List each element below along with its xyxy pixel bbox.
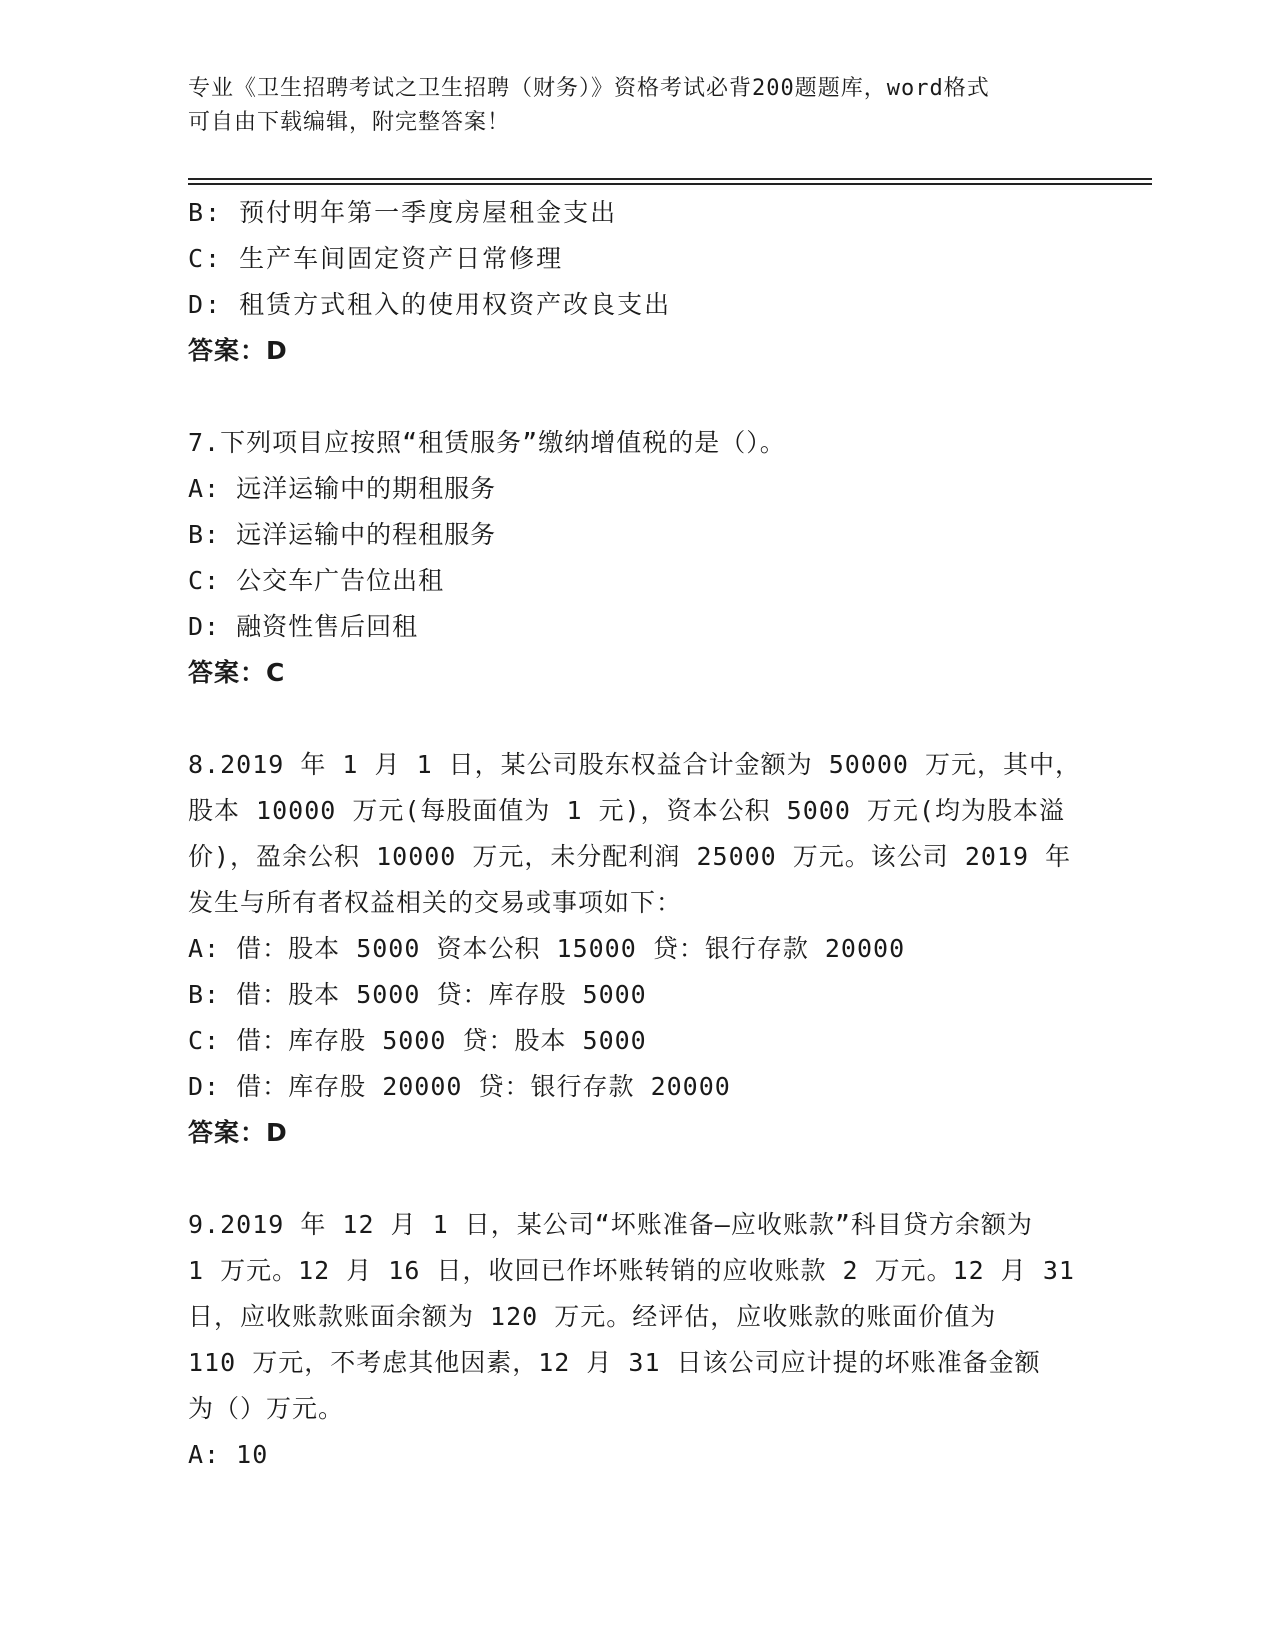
q6-option-d: D: 租赁方式租入的使用权资产改良支出 xyxy=(188,290,672,319)
q9-question-line: 1 万元。12 月 16 日，收回已作坏账转销的应收账款 2 万元。12 月 31 xyxy=(188,1256,1075,1285)
q6-option-b: B: 预付明年第一季度房屋租金支出 xyxy=(188,198,618,227)
header-line-1: 专业《卫生招聘考试之卫生招聘（财务）》资格考试必背200题题库，word格式 xyxy=(188,76,990,101)
question-6-block xyxy=(188,190,1088,374)
question-9-block xyxy=(188,1202,1088,1478)
header-divider-top xyxy=(188,178,1152,180)
spacer xyxy=(188,696,1088,742)
q8-answer: 答案：D xyxy=(188,1118,288,1147)
question-8-block xyxy=(188,742,1088,1156)
q8-question-line: 股本 10000 万元(每股面值为 1 元)，资本公积 5000 万元(均为股本溢 xyxy=(188,796,1065,825)
q6-answer: 答案：D xyxy=(188,336,288,365)
header-line-2: 可自由下载编辑，附完整答案！ xyxy=(188,110,511,135)
q9-question-line: 110 万元，不考虑其他因素，12 月 31 日该公司应计提的坏账准备金额 xyxy=(188,1348,1041,1377)
q8-question-line: 发生与所有者权益相关的交易或事项如下： xyxy=(188,888,683,917)
q7-option-c: C: 公交车广告位出租 xyxy=(188,566,445,595)
q8-question-line: 8.2019 年 1 月 1 日，某公司股东权益合计金额为 50000 万元，其中， xyxy=(188,750,1082,779)
q7-option-a: A: 远洋运输中的期租服务 xyxy=(188,474,497,503)
page-header xyxy=(188,72,1068,140)
spacer xyxy=(188,374,1088,420)
q7-question: 7.下列项目应按照“租赁服务”缴纳增值税的是（）。 xyxy=(188,428,786,457)
q8-question-line: 价)，盈余公积 10000 万元，未分配利润 25000 万元。该公司 2019 年 xyxy=(188,842,1072,871)
spacer xyxy=(188,1156,1088,1202)
q8-option-c: C: 借：库存股 5000 贷：股本 5000 xyxy=(188,1026,647,1055)
q8-option-a: A: 借：股本 5000 资本公积 15000 贷：银行存款 20000 xyxy=(188,934,906,963)
q9-question-line: 日，应收账款账面余额为 120 万元。经评估，应收账款的账面价值为 xyxy=(188,1302,997,1331)
q7-option-d: D: 融资性售后回租 xyxy=(188,612,419,641)
q9-question-line: 9.2019 年 12 月 1 日，某公司“坏账准备—应收账款”科目贷方余额为 xyxy=(188,1210,1033,1239)
q9-question-line: 为（）万元。 xyxy=(188,1394,345,1423)
q9-option-a: A: 10 xyxy=(188,1440,269,1469)
header-divider-bottom xyxy=(188,183,1152,185)
q6-option-c: C: 生产车间固定资产日常修理 xyxy=(188,244,564,273)
document-body xyxy=(188,190,1088,1478)
question-7-block xyxy=(188,420,1088,696)
q8-option-b: B: 借：股本 5000 贷：库存股 5000 xyxy=(188,980,647,1009)
q7-answer: 答案：C xyxy=(188,658,286,687)
q8-option-d: D: 借：库存股 20000 贷：银行存款 20000 xyxy=(188,1072,731,1101)
q7-option-b: B: 远洋运输中的程租服务 xyxy=(188,520,497,549)
